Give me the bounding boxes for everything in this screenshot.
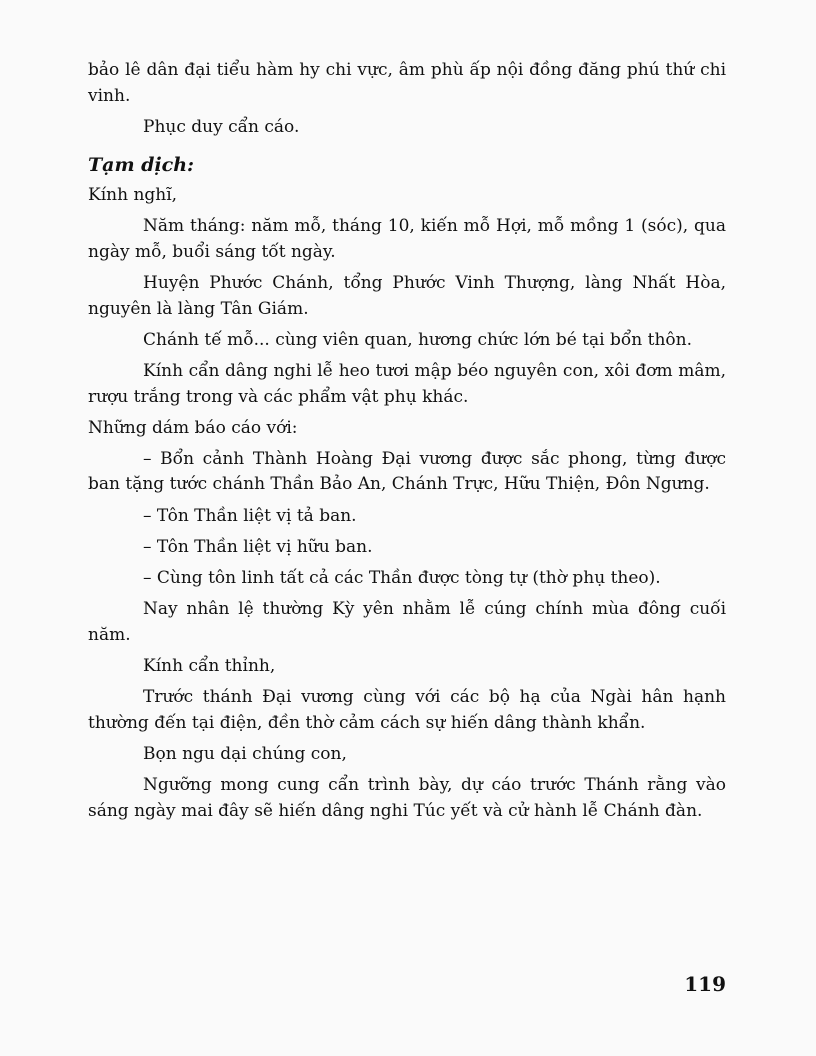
paragraph: Kính cẩn thỉnh,	[143, 656, 276, 676]
paragraph: Những dám báo cáo với:	[88, 417, 298, 438]
paragraph: Kính cẩn dâng nghi lễ heo tươi mập béo nguyên con, xôi đơm mâm, rượu trắng trong và các phẩm vật phụ khác.	[88, 360, 726, 407]
paragraph: – Tôn Thần liệt vị tả ban.	[143, 505, 357, 526]
paragraph: Phục duy cẩn cáo.	[143, 116, 300, 137]
paragraph: bảo lê dân đại tiểu hàm hy chi vực, âm phù ấp nội đồng đăng phú thứ chi vinh.	[88, 60, 726, 106]
paragraph: Trước thánh Đại vương cùng với các bộ hạ của Ngài hân hạnh thường đến tại điện, đền thờ cảm cách sự hiến dâng thành khẩn.	[88, 687, 726, 733]
paragraph: Huyện Phước Chánh, tổng Phước Vinh Thượng, làng Nhất Hòa, nguyên là làng Tân Giám.	[88, 272, 726, 319]
paragraph: – Tôn Thần liệt vị hữu ban.	[143, 536, 373, 557]
paragraph: Kính nghĩ,	[88, 184, 178, 205]
paragraph: Ngưỡng mong cung cẩn trình bày, dự cáo trước Thánh rằng vào sáng ngày mai đây sẽ hiến dâng nghi Túc yết và cử hành lễ Chánh đàn.	[88, 775, 726, 821]
paragraph: Chánh tế mỗ... cùng viên quan, hương chức lớn bé tại bổn thôn.	[143, 329, 692, 350]
paragraph: Năm tháng: năm mỗ, tháng 10, kiến mỗ Hợi, mỗ mồng 1 (sóc), qua ngày mỗ, buổi sáng tốt ngày.	[88, 216, 726, 262]
paragraph: Bọn ngu dại chúng con,	[143, 743, 347, 764]
section-heading: Tạm dịch:	[88, 154, 195, 177]
page-number: 119	[684, 972, 726, 996]
paragraph: – Cùng tôn linh tất cả các Thần được tòng tự (thờ phụ theo).	[143, 568, 661, 589]
paragraph: – Bổn cảnh Thành Hoàng Đại vương được sắc phong, từng được ban tặng tước chánh Thần Bảo An, Chánh Trực, Hữu Thiện, Đôn Ngưng.	[88, 448, 726, 495]
body-text	[88, 58, 726, 830]
paragraph: Nay nhân lệ thường Kỳ yên nhằm lễ cúng chính mùa đông cuối năm.	[88, 599, 726, 645]
